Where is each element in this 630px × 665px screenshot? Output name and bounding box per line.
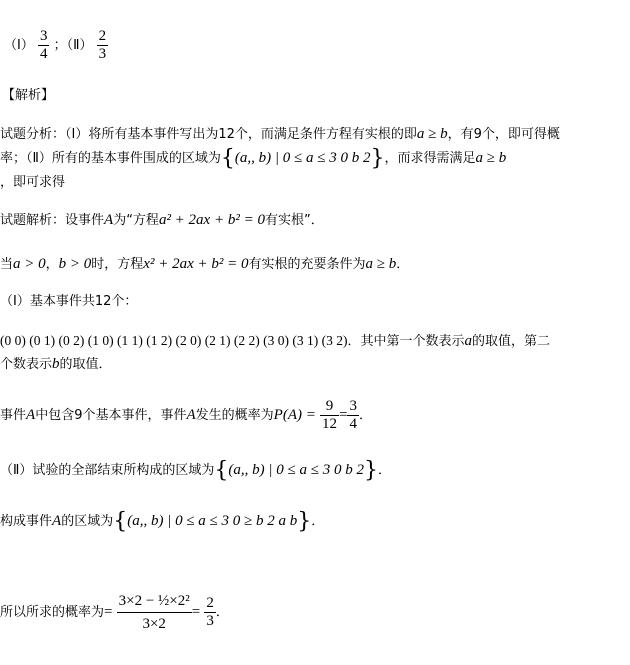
solution-line-6: 事件A中包含9个基本事件，事件A发生的概率为P(A) = $\frac{9}{12}$ = $\frac{3}{4}$ ． (0, 398, 372, 432)
answer-part2-fraction: $\frac{2}{3}$ (98, 28, 107, 62)
answer-part1-fraction: $\frac{3}{4}$ (39, 28, 48, 62)
fraction-2-3: $\frac{2}{3}$ (206, 595, 214, 629)
analysis-line-2: 率；（Ⅱ）所有的基本事件围成的区域为{(a,, b) | 0 ≤ a ≤ 3 0 b 2}，而求得需满足a ≥ b (0, 146, 507, 171)
set-brace-close: } (370, 146, 385, 171)
solution-line-5: 个数表示b的取值． (0, 356, 112, 372)
region-set-2: (a,, b) | 0 ≤ a ≤ 3 0 b 2 (228, 462, 364, 478)
probability-pa: P(A) = (273, 407, 316, 423)
basic-events-list: (0 0) (0 1) (0 2) (1 0) (1 1) (1 2) (2 0) (2 1) (2 2) (3 0) (3 1) (3 2) (0, 333, 348, 348)
solution-line-8: 构成事件A的区域为{(a,, b) | 0 ≤ a ≤ 3 0 ≥ b 2 a b}． (0, 509, 325, 534)
solution-line-2: 当a > 0，b > 0时，方程x² + 2ax + b² = 0有实根的充要条件为a ≥ b． (0, 256, 410, 272)
solution-line-9: 所以所求的概率为= $\frac{\text{3×2 − ½×2²}}{3\times 2}$ = $\frac{2}{3}$ ． (0, 590, 229, 635)
set-brace: { (220, 146, 235, 171)
region-set: (a,, b) | 0 ≤ a ≤ 3 0 b 2 (234, 150, 371, 166)
equation-2: x² + 2ax + b² = 0 (143, 256, 249, 272)
region-set-3: (a,, b) | 0 ≤ a ≤ 3 0 ≥ b 2 a b (127, 513, 298, 529)
solution-line-4: (0 0) (0 1) (0 2) (1 0) (1 1) (1 2) (2 0) (2 1) (2 2) (3 0) (3 1) (3 2)．其中第一个数表示a的取值，第二 (0, 333, 551, 349)
fraction-9-12: $\frac{9}{12}$ (321, 398, 337, 432)
solution-line-3: （Ⅰ）基本事件共12个： (0, 294, 138, 309)
answer-separator: ；（Ⅱ） (53, 38, 93, 53)
fraction-3-4: $\frac{3}{4}$ (349, 398, 357, 432)
answer-part1-label: （Ⅰ） (4, 38, 34, 53)
event-symbol: A (104, 212, 114, 228)
equation-1: a² + 2ax + b² = 0 (158, 212, 265, 228)
probability-big-fraction: $\frac{\text{3×2 − ½×2²}}{3\times 2}$ (117, 590, 192, 635)
jiexi-heading: 【解析】 (2, 88, 55, 103)
solution-line-1: 试题解析：设事件A为“方程a² + 2ax + b² = 0有实根”． (0, 212, 324, 228)
analysis-line-3: ，即可求得 (0, 175, 66, 190)
condition-a-ge-b: a ≥ b (416, 126, 448, 142)
solution-line-7: （Ⅱ）试验的全部结束所构成的区域为{(a,, b) | 0 ≤ a ≤ 3 0 b 2}． (0, 458, 392, 483)
analysis-line-1: 试题分析：（Ⅰ）将所有基本事件写出为12个，而满足条件方程有实根的即a ≥ b，有9个，即可得概 (0, 126, 560, 142)
answer-line (4, 28, 108, 63)
